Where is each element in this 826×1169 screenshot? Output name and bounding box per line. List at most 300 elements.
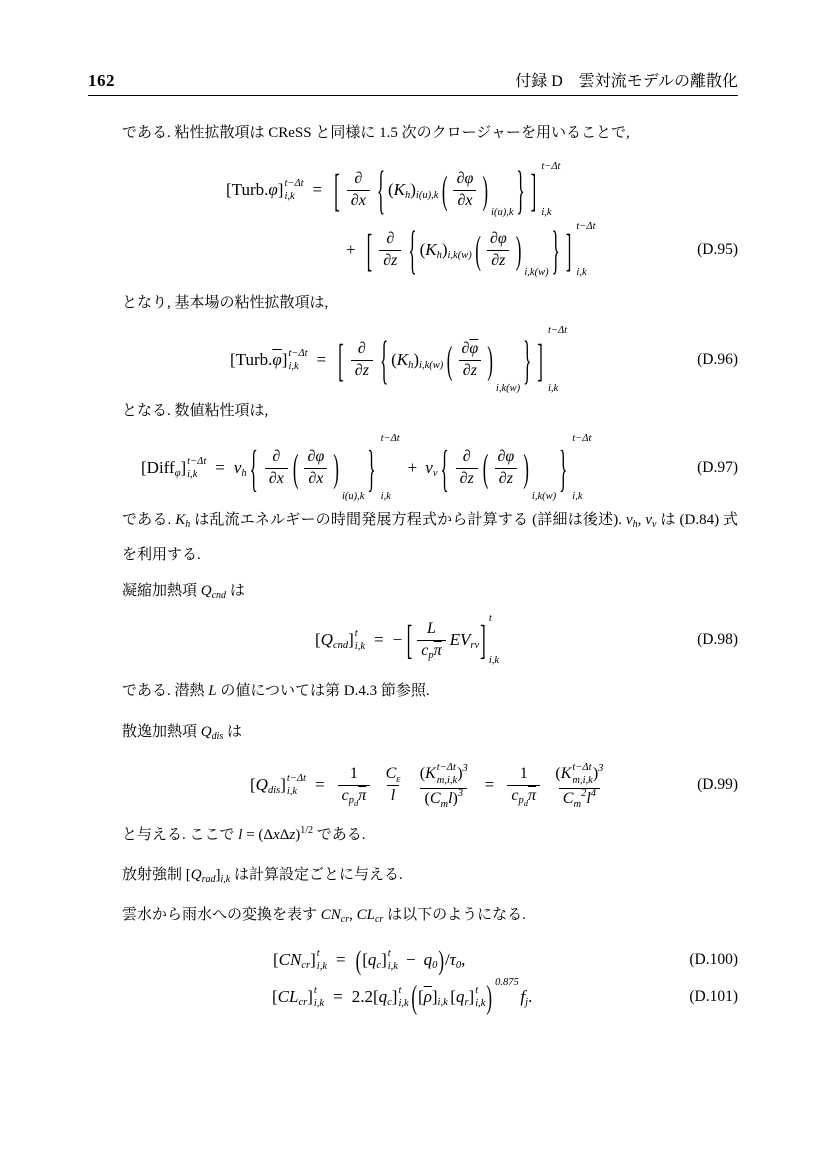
math-token: ): [452, 790, 458, 808]
math-token: q: [367, 950, 377, 970]
math-token: i,k: [398, 998, 409, 1009]
math-token: ): [441, 240, 448, 260]
math-token: (: [424, 790, 430, 808]
math-token: ∂: [354, 170, 363, 188]
math-token: [265, 447, 288, 489]
math-token: ∂φ: [497, 448, 515, 466]
math-token: t: [488, 613, 492, 624]
math-token: ): [515, 228, 522, 272]
paragraph-intro-viscous-diffusion: [122, 118, 738, 148]
math-token: }: [523, 330, 532, 390]
math-token: [268, 447, 284, 467]
math-token: $\overline{\varphi}$: [469, 340, 479, 358]
math-token: EV: [449, 630, 471, 650]
text-run: 散逸加熱項: [122, 724, 201, 740]
equation-number: (D.101): [689, 988, 738, 1005]
math-token: ): [487, 338, 493, 382]
math-token: q: [378, 987, 388, 1007]
math-token: t: [316, 947, 320, 959]
math-token: t−Δt: [541, 161, 561, 172]
math-token: [347, 169, 370, 211]
math-token: K: [425, 240, 437, 260]
math-token: (: [419, 240, 426, 260]
math-token: ∂φ: [307, 448, 325, 466]
equation-D98: [122, 612, 738, 668]
math-token: i(u),k: [491, 206, 514, 218]
text-run: は: [223, 724, 243, 740]
math-token: [304, 447, 329, 467]
math-token: [559, 788, 600, 809]
math-token: ∂: [272, 448, 281, 466]
math-token: ,: [461, 950, 466, 970]
math-token: [416, 760, 472, 788]
math-token: ]: [391, 987, 398, 1007]
math-token: −: [392, 630, 403, 650]
math-token: ∂x: [268, 469, 284, 487]
math-token: $\overline{\pi}$: [528, 786, 537, 804]
text-run: x: [273, 827, 280, 843]
math-token: ∂φ: [456, 170, 474, 188]
math-token: $\overline{\pi}$: [358, 786, 367, 804]
text-run: l: [238, 827, 243, 843]
math-token: [351, 339, 373, 381]
math-token: K: [425, 765, 436, 783]
math-token: [416, 760, 472, 810]
math-token: c: [511, 786, 519, 804]
math-token: h: [405, 189, 411, 201]
math-token: [382, 229, 398, 249]
math-token: l: [586, 790, 591, 808]
text-run: h: [632, 519, 638, 530]
math-token: m,i,k: [572, 775, 593, 787]
math-token: [: [338, 334, 344, 386]
math-token: (: [475, 228, 481, 272]
math-token: t−Δt: [187, 455, 207, 467]
math-token: [304, 468, 327, 489]
math-token: [453, 190, 476, 211]
text-run: 1/2: [300, 825, 313, 836]
math-token: [347, 190, 370, 211]
math-token: ∂z: [354, 361, 369, 379]
math-token: {: [376, 160, 385, 220]
math-token: [457, 339, 482, 359]
equation-D99: [122, 757, 738, 813]
math-token: ): [482, 168, 489, 212]
text-run: は以下のようになる.: [383, 907, 526, 923]
math-token: (: [482, 446, 489, 490]
math-token: l: [390, 786, 396, 804]
math-token: ): [413, 350, 420, 370]
math-token: ]: [281, 350, 288, 370]
math-token: i,k(w): [419, 359, 444, 371]
math-token: }: [551, 220, 560, 280]
math-token: i,k: [576, 266, 587, 278]
math-token: [539, 160, 560, 220]
math-token: ): [438, 944, 444, 976]
math-token: m: [440, 799, 449, 811]
equation-number: (D.99): [697, 776, 738, 793]
math-token: K: [396, 350, 409, 370]
math-token: C: [385, 765, 397, 783]
math-token: =: [335, 950, 346, 970]
equation-row: [122, 160, 738, 220]
math-token: [354, 627, 365, 653]
math-token: [387, 785, 399, 806]
text-run: 雲水から雨水への変換を表す: [122, 907, 321, 923]
math-token: [487, 612, 499, 668]
math-token: $\overline{\varphi}$: [272, 350, 282, 370]
math-token: d: [523, 798, 528, 809]
math-token: [379, 229, 401, 271]
math-token: ∂: [462, 448, 471, 466]
math-token: ]: [468, 987, 475, 1007]
math-token: v: [432, 467, 438, 479]
math-token: ν: [425, 458, 433, 478]
math-token: t: [354, 627, 358, 639]
text-run: の値については第 D.4.3 節参照.: [216, 683, 430, 699]
math-token: [186, 455, 206, 481]
math-token: t−Δt: [288, 347, 308, 359]
equation-row: [122, 976, 738, 1018]
math-token: (: [441, 168, 448, 212]
math-token: (: [292, 446, 299, 490]
math-token: i,k(w): [531, 490, 557, 502]
text-run: = (Δ: [242, 827, 274, 843]
equation-D96: [122, 324, 738, 396]
math-token: q: [455, 987, 465, 1007]
text-run: Δ: [279, 827, 290, 843]
equation-row: [122, 220, 738, 280]
text-run: cr: [374, 914, 384, 925]
math-token: [286, 772, 306, 798]
math-token: [: [366, 224, 373, 276]
math-token: [313, 984, 324, 1010]
math-token: cr: [301, 959, 311, 971]
text-run: CN: [320, 907, 341, 923]
math-token: C: [562, 790, 574, 808]
math-token: [379, 250, 401, 271]
text-run: dis: [211, 731, 224, 742]
math-token: ∂z: [498, 469, 513, 487]
math-token: t−Δt: [572, 433, 592, 444]
math-token: l: [448, 790, 453, 808]
text-run: となり, 基本場の粘性拡散項は,: [122, 295, 329, 311]
equation-row: [122, 612, 738, 668]
math-token: [494, 324, 520, 396]
math-token: [507, 764, 540, 809]
math-token: {: [249, 439, 258, 497]
math-token: [346, 764, 362, 784]
text-run: ,: [349, 907, 357, 923]
math-token: h: [408, 359, 414, 371]
math-token: [474, 984, 485, 1010]
text-run: と与える. ここで: [122, 827, 239, 843]
math-token: C: [429, 790, 441, 808]
math-token: [397, 984, 408, 1010]
math-token: [: [273, 950, 279, 970]
math-token: [338, 785, 371, 809]
math-token: cr: [298, 996, 308, 1008]
text-run: v: [651, 519, 657, 530]
math-token: [304, 447, 329, 489]
math-token: t−Δt: [380, 433, 400, 444]
math-token: ]: [310, 950, 316, 970]
text-run: ): [295, 827, 301, 843]
math-token: {: [408, 220, 417, 280]
paragraph-radiative-forcing: [122, 860, 738, 895]
math-token: [287, 347, 307, 373]
text-run: Q: [190, 867, 202, 883]
math-token: [Turb.: [226, 180, 269, 200]
math-token: dis: [267, 784, 281, 796]
math-token: 0.875: [495, 977, 519, 988]
math-token: ]: [431, 987, 438, 1007]
math-token: [: [315, 630, 321, 650]
math-token: [459, 360, 481, 381]
math-token: q: [423, 950, 433, 970]
math-token: i,k: [488, 654, 500, 666]
math-token: }: [559, 439, 568, 497]
math-token: i,k: [541, 206, 552, 218]
paragraph-cloud-to-rain-conversion: [122, 900, 738, 935]
math-token: t: [398, 984, 402, 996]
math-token: t−Δt: [436, 762, 456, 774]
math-token: r: [464, 996, 469, 1008]
math-token: [453, 169, 478, 211]
math-token: /: [444, 950, 450, 970]
math-token: 3: [457, 788, 464, 800]
math-token: 2.2[: [351, 987, 379, 1007]
math-token: t: [475, 984, 479, 996]
math-token: [457, 339, 482, 381]
math-token: (: [411, 978, 418, 1016]
text-run: CL: [356, 907, 375, 923]
math-token: ∂: [386, 230, 395, 248]
math-token: h: [436, 249, 442, 261]
math-token: (: [391, 350, 397, 370]
math-token: [340, 432, 364, 504]
math-token: [493, 447, 518, 467]
math-token: c: [387, 996, 392, 1008]
math-token: [493, 976, 519, 1018]
paragraph-dissipative-heating: [122, 717, 738, 752]
text-run: は乱流エネルギーの時間発展方程式から計算する (詳細は後述).: [190, 512, 626, 528]
math-token: CN: [278, 950, 302, 970]
math-token: K: [560, 765, 572, 783]
math-token: {: [379, 330, 389, 390]
text-run: Q: [200, 583, 212, 599]
math-token: ): [333, 446, 339, 490]
math-token: ]: [348, 630, 354, 650]
math-token: [387, 947, 398, 973]
equation-row: [122, 432, 738, 504]
page-number: 162: [88, 71, 115, 90]
math-token: ]: [277, 180, 284, 200]
math-token: ]: [180, 458, 187, 478]
math-token: [423, 619, 440, 639]
math-token: $\overline{\rho}$: [423, 987, 432, 1007]
math-token: (: [446, 338, 453, 382]
math-token: L: [426, 620, 436, 638]
equation-number: (D.96): [697, 351, 738, 368]
math-token: [551, 760, 607, 810]
equation-row: [122, 944, 738, 976]
text-run: K: [175, 512, 186, 528]
math-token: =: [215, 458, 225, 478]
math-token: 3: [462, 762, 468, 774]
math-token: i,k: [475, 998, 486, 1009]
math-token: (: [387, 180, 394, 200]
math-token: i,k(w): [495, 382, 521, 394]
math-token: h: [241, 467, 247, 479]
math-token: [456, 447, 478, 489]
math-token: φ: [174, 467, 181, 479]
math-token: t−Δt: [284, 177, 304, 189]
math-token: ∂z: [459, 469, 474, 487]
math-token: CL: [277, 987, 299, 1007]
math-token: i,k: [437, 996, 448, 1008]
text-run: L: [208, 683, 217, 699]
text-run: cnd: [211, 590, 227, 601]
text-run: Q: [200, 724, 212, 740]
equation-number: (D.100): [689, 951, 738, 968]
math-token: =: [484, 775, 495, 795]
math-token: ∂φ: [489, 230, 507, 248]
math-token: [: [272, 987, 278, 1007]
math-token: [: [362, 950, 368, 970]
math-token: [522, 220, 548, 280]
math-token: ∂x: [350, 191, 366, 209]
math-token: m,i,k: [436, 775, 458, 787]
text-run: ,: [637, 512, 646, 528]
paragraph-mixing-length: [122, 816, 738, 850]
text-run: ν: [645, 512, 652, 528]
text-run: rad: [201, 874, 216, 885]
text-run: z: [289, 827, 296, 843]
math-token: ∂x: [308, 469, 324, 487]
text-run: 凝縮加熱項: [122, 583, 201, 599]
math-token: 1: [349, 765, 358, 783]
math-token: (: [419, 765, 426, 783]
text-run: は計算設定ごとに与える.: [230, 867, 403, 883]
math-token: t−Δt: [572, 762, 592, 774]
math-token: [: [250, 775, 256, 795]
math-token: i(u),k: [415, 189, 439, 201]
math-token: ]: [381, 950, 387, 970]
text-run: である.: [313, 827, 366, 843]
equation-number: (D.98): [697, 631, 738, 648]
math-token: [456, 468, 478, 489]
math-token: }: [367, 439, 376, 497]
math-token: =: [314, 775, 325, 795]
math-token: ): [410, 180, 416, 200]
math-token: ): [486, 978, 493, 1016]
math-token: j: [525, 996, 529, 1008]
paragraph-numerical-viscosity: [122, 396, 738, 426]
math-token: p: [348, 795, 354, 807]
math-token: [379, 432, 400, 504]
math-token: ∂: [461, 340, 470, 358]
math-token: ν: [233, 458, 242, 478]
math-token: [417, 619, 445, 661]
math-token: i,k: [547, 382, 559, 394]
math-token: =: [333, 987, 343, 1007]
math-token: [459, 447, 475, 467]
math-token: ): [592, 765, 599, 783]
math-token: [486, 229, 511, 249]
text-run: 放射強制 [: [122, 867, 191, 883]
math-token: [354, 339, 370, 359]
math-token: [417, 640, 445, 661]
math-token: [507, 785, 540, 809]
math-token: i,k(w): [447, 249, 472, 261]
math-token: cnd: [332, 639, 349, 651]
text-run: は: [226, 583, 245, 599]
equation-number: (D.97): [697, 459, 738, 476]
math-token: 2: [581, 788, 587, 800]
paragraph-condensation-heating: [122, 576, 738, 611]
math-token: +: [346, 240, 356, 260]
math-token: 4: [590, 788, 597, 800]
math-token: d: [353, 798, 359, 809]
math-token: [436, 761, 457, 787]
math-token: [351, 360, 373, 381]
math-token: Q: [320, 630, 333, 650]
math-token: [283, 177, 303, 203]
math-token: ε: [396, 773, 401, 785]
math-token: t: [387, 947, 391, 959]
math-token: [338, 764, 371, 809]
math-token: 0: [455, 959, 462, 971]
math-token: t−Δt: [286, 772, 306, 784]
math-token: i,k: [288, 361, 299, 372]
math-token: ]: [480, 617, 486, 663]
math-token: 0: [432, 959, 438, 971]
math-token: ∂z: [491, 251, 506, 269]
math-token: p: [428, 650, 434, 662]
math-token: .: [528, 987, 533, 1007]
paragraph-base-field-viscous: [122, 288, 738, 318]
math-token: [530, 432, 556, 504]
text-run: ν: [625, 512, 633, 528]
math-token: i,k: [316, 961, 327, 972]
math-token: i,k: [354, 641, 365, 652]
math-token: [Diff: [141, 458, 175, 478]
math-token: [574, 220, 595, 280]
math-token: ∂z: [462, 361, 477, 379]
math-token: i,k: [387, 961, 398, 972]
math-token: [: [450, 987, 456, 1007]
math-token: c: [421, 641, 429, 659]
math-token: (: [555, 765, 561, 783]
math-token: ]: [530, 164, 537, 216]
math-token: =: [312, 180, 323, 200]
math-token: Q: [255, 775, 268, 795]
math-token: [316, 947, 327, 973]
math-token: }: [516, 160, 525, 220]
math-token: (: [355, 944, 362, 976]
text-run: cr: [340, 914, 350, 925]
math-token: [453, 169, 478, 189]
math-token: [Turb.: [230, 350, 273, 370]
math-token: [382, 764, 405, 784]
math-token: [486, 229, 511, 271]
math-token: [382, 764, 405, 806]
math-token: [: [418, 987, 424, 1007]
math-token: [570, 432, 591, 504]
math-token: ): [457, 765, 463, 783]
text-run: となる. 数値粘性項は,: [122, 403, 269, 419]
